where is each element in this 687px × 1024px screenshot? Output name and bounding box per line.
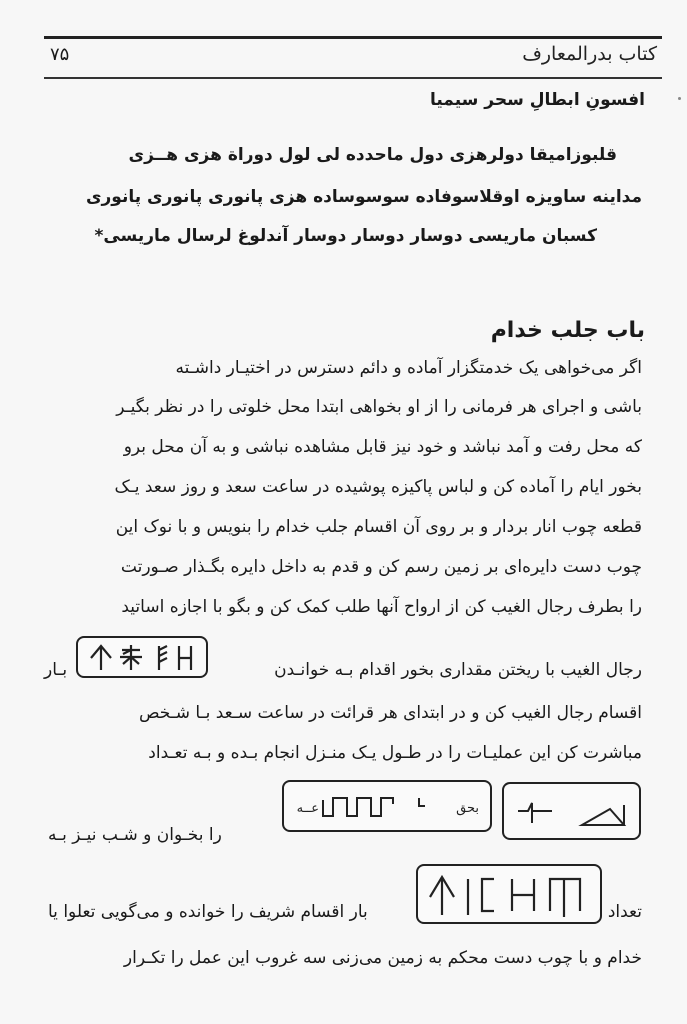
- rijal-al-ghayb-sigil: [76, 636, 208, 678]
- body-line: اقسام رجال الغیب کن و در ابتدای هر قرائت در ساعت سـعد بـا شـخص: [138, 703, 642, 723]
- page-number: ۷۵: [50, 44, 70, 65]
- body-line: مباشرت کن این عملیـات را در طـول یـک منـزل انجام بـده و بـه تعـداد: [148, 743, 642, 763]
- incantation-title: افسونِ ابطالِ سحر سیمیا: [429, 90, 645, 110]
- body-line: که محل رفت و آمد نباشد و خود نیز قابل مشاهده نباشی و به آن محل برو: [123, 437, 642, 457]
- body-line: را بطرف رجال الغیب کن از ارواح آنها طلب کمک کن و بگو با اجازه اساتید: [121, 597, 642, 617]
- body-line: باشی و اجرای هر فرمانی را از او بخواهی ابتدا محل خلوتی را در نظر بگیـر: [116, 397, 642, 417]
- header-top-rule: [44, 36, 662, 39]
- body-line: بـار: [44, 660, 68, 680]
- bihaq-suffix: عــه: [296, 801, 319, 816]
- body-line: بار اقسام شریف را خوانده و می‌گویی تعلوا یا: [48, 902, 368, 922]
- sigil-glyphs-icon: [87, 642, 197, 672]
- body-line: را بخـوان و شـب نیـز بـه: [48, 825, 222, 845]
- incantation-line-1: قلبوزامیقا دولرهزی دول ماحدده لی لول دوراة هزی هــزی: [128, 145, 617, 165]
- body-line: قطعه چوب انار بردار و بر روی آن اقسام جلب خدام را بنویس و با نوک این: [115, 517, 642, 537]
- book-title: کتاب بدرالمعارف: [522, 43, 657, 65]
- margin-mark: [678, 97, 681, 100]
- angle-sigil: [502, 782, 641, 840]
- body-line: تعداد: [607, 902, 642, 922]
- angle-glyphs-icon: [512, 791, 632, 831]
- bihaq-sigil: [282, 780, 492, 832]
- incantation-line-2: مداینه ساویزه اوقلاسوفاده سوسوساده هزی پانوری پانوری پانوری: [85, 187, 642, 207]
- sharif-sigil: [416, 864, 602, 924]
- bihaq-text: بحق: [456, 801, 479, 816]
- body-line: رجال الغیب با ریختن مقداری بخور اقدام بـه خوانـدن: [274, 660, 642, 680]
- sharif-glyphs-icon: [424, 871, 594, 917]
- section-title: باب جلب خدام: [490, 318, 645, 343]
- body-line: بخور ایام را آماده کن و لباس پاکیزه پوشیده در ساعت سعد و روز سعد یـک: [114, 477, 642, 497]
- body-line: اگر می‌خواهی یک خدمتگزار آماده و دائم دسترس در اختیـار داشـته: [175, 358, 642, 378]
- body-line: خدام و با چوب دست محکم به زمین می‌زنی سه غروب این عمل را تکـرار: [123, 948, 642, 968]
- header-bottom-rule: [44, 77, 662, 79]
- body-line: چوب دست دایره‌ای بر زمین رسم کن و قدم به داخل دایره بگـذار صـورتت: [120, 557, 642, 577]
- bihaq-glyphs-icon: [289, 788, 485, 824]
- incantation-line-3: کسبان ماریسی دوسار دوسار دوسار آندلوغ لرسال ماریسی*: [94, 226, 597, 246]
